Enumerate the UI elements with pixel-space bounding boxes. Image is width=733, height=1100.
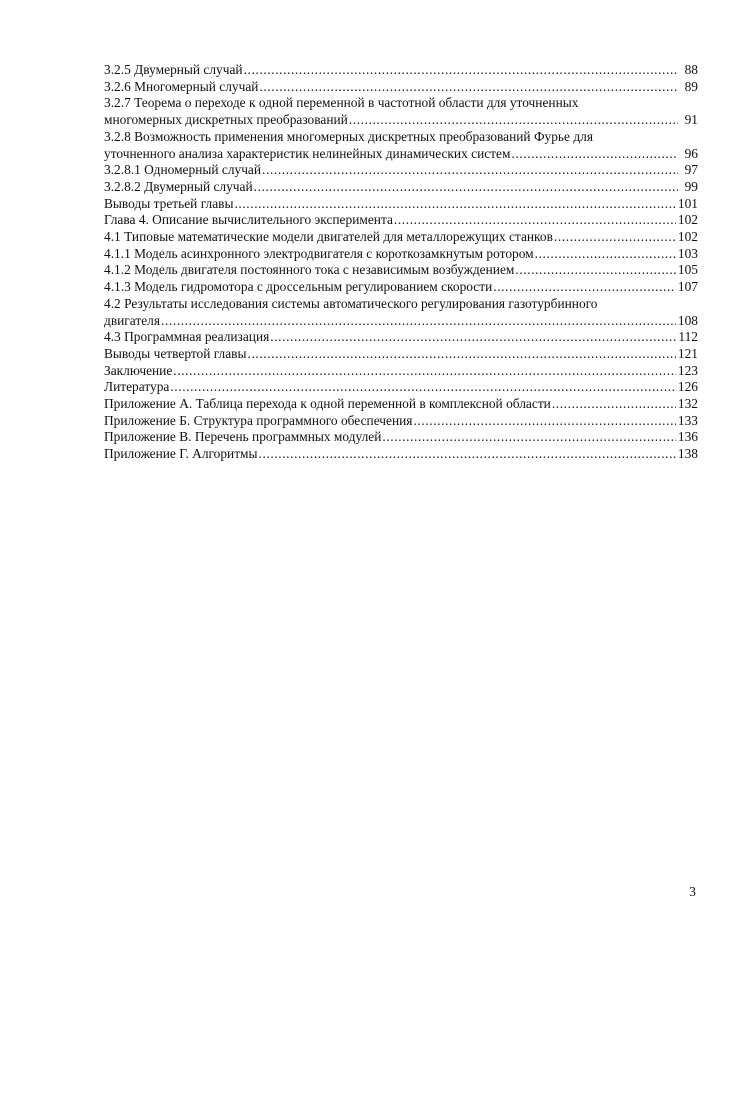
toc-entry-title: 3.2.8.2 Двумерный случай xyxy=(104,178,253,194)
toc-leader-dots xyxy=(554,229,676,246)
toc-entry-title: Выводы третьей главы xyxy=(104,195,234,211)
page-number: 3 xyxy=(689,884,696,899)
toc-leader-dots xyxy=(493,279,676,296)
toc-entry-title: двигателя xyxy=(104,312,161,328)
toc-entry-page: 121 xyxy=(677,345,698,361)
toc-entry-page: 107 xyxy=(677,279,698,295)
toc-entry xyxy=(104,279,698,296)
toc-leader-dots xyxy=(535,246,676,263)
toc-entry xyxy=(104,62,698,79)
toc-entry-title: уточненного анализа характеристик нелинейных динамических систем xyxy=(104,145,511,161)
toc-leader-dots xyxy=(161,313,676,330)
toc-entry-title: Приложение В. Перечень программных модулей xyxy=(104,429,382,445)
toc-entry-title: Приложение Г. Алгоритмы xyxy=(104,446,258,462)
toc-leader-dots xyxy=(552,396,676,413)
toc-entry-title: Приложение Б. Структура программного обеспечения xyxy=(104,412,413,428)
toc-leader-dots xyxy=(382,429,676,446)
toc-entry xyxy=(104,346,698,363)
toc-entry-page: 102 xyxy=(677,229,698,245)
toc-entry-page: 103 xyxy=(677,245,698,261)
toc-entry-title: 4.1.3 Модель гидромотора с дроссельным регулированием скорости xyxy=(104,279,493,295)
toc-leader-dots xyxy=(270,329,676,346)
toc-entry-page: 112 xyxy=(678,329,698,345)
toc-leader-dots xyxy=(349,112,678,129)
toc-leader-dots xyxy=(262,162,678,179)
toc-entry-page: 126 xyxy=(677,379,698,395)
toc-entry-page: 105 xyxy=(677,262,698,278)
toc-entry-title: 3.2.6 Многомерный случай xyxy=(104,78,259,94)
toc-entry-title: Выводы четвертой главы xyxy=(104,345,247,361)
toc-entry-multiline xyxy=(104,129,698,162)
toc-entry-page: 133 xyxy=(677,412,698,428)
toc-entry xyxy=(104,329,698,346)
toc-leader-dots xyxy=(259,446,676,463)
toc-entry-title: Приложение А. Таблица перехода к одной переменной в комплексной области xyxy=(104,396,551,412)
table-of-contents xyxy=(104,62,698,463)
toc-leader-dots xyxy=(394,212,676,229)
toc-entry xyxy=(104,262,698,279)
toc-entry-title: 3.2.8.1 Одномерный случай xyxy=(104,162,262,178)
toc-entry-title: многомерных дискретных преобразований xyxy=(104,112,348,128)
toc-entry xyxy=(104,413,698,430)
toc-leader-dots xyxy=(173,363,676,380)
toc-entry-multiline xyxy=(104,296,698,329)
toc-entry-title-line1: 4.2 Результаты исследования системы автоматического регулирования газотурбинного xyxy=(104,295,598,311)
toc-entry-title: 4.1.1 Модель асинхронного электродвигателя с короткозамкнутым ротором xyxy=(104,245,534,261)
toc-entry-title-line1: 3.2.8 Возможность применения многомерных дискретных преобразований Фурье для xyxy=(104,128,593,144)
toc-entry xyxy=(104,363,698,380)
toc-entry-title: 4.1.2 Модель двигателя постоянного тока с независимым возбуждением xyxy=(104,262,515,278)
toc-entry-multiline xyxy=(104,95,698,128)
toc-entry-title: 3.2.5 Двумерный случай xyxy=(104,62,243,77)
toc-entry-title: Глава 4. Описание вычислительного эксперимента xyxy=(104,212,393,228)
toc-leader-dots xyxy=(511,146,678,163)
toc-entry xyxy=(104,179,698,196)
toc-entry-page: 101 xyxy=(677,195,698,211)
toc-entry-page: 132 xyxy=(677,396,698,412)
toc-entry-page: 138 xyxy=(677,446,698,462)
toc-entry xyxy=(104,246,698,263)
toc-entry-title: 4.3 Программная реализация xyxy=(104,329,270,345)
toc-entry-page: 88 xyxy=(684,62,698,77)
toc-entry xyxy=(104,429,698,446)
toc-entry-title-line1: 3.2.7 Теорема о переходе к одной переменной в частотной области для уточненных xyxy=(104,95,579,111)
toc-entry xyxy=(104,446,698,463)
toc-leader-dots xyxy=(259,79,678,96)
toc-leader-dots xyxy=(170,379,676,396)
toc-entry-page: 102 xyxy=(677,212,698,228)
toc-entry-page: 96 xyxy=(684,145,698,161)
toc-entry-title: Заключение xyxy=(104,362,173,378)
toc-leader-dots xyxy=(254,179,678,196)
toc-entry xyxy=(104,379,698,396)
toc-entry-page: 123 xyxy=(677,362,698,378)
toc-entry xyxy=(104,79,698,96)
toc-entry-page: 136 xyxy=(677,429,698,445)
toc-entry-page: 108 xyxy=(677,312,698,328)
toc-entry xyxy=(104,396,698,413)
toc-entry-page: 91 xyxy=(684,112,698,128)
toc-entry-title: 4.1 Типовые математические модели двигателей для металлорежущих станков xyxy=(104,229,553,245)
toc-entry-page: 99 xyxy=(684,178,698,194)
toc-leader-dots xyxy=(234,196,675,213)
toc-entry xyxy=(104,229,698,246)
toc-entry xyxy=(104,212,698,229)
toc-entry-page: 97 xyxy=(684,162,698,178)
toc-entry-title: Литература xyxy=(104,379,170,395)
toc-leader-dots xyxy=(413,413,675,430)
toc-entry xyxy=(104,162,698,179)
toc-leader-dots xyxy=(244,62,678,79)
toc-entry-page: 89 xyxy=(684,78,698,94)
toc-entry xyxy=(104,196,698,213)
toc-leader-dots xyxy=(248,346,676,363)
toc-leader-dots xyxy=(515,262,676,279)
